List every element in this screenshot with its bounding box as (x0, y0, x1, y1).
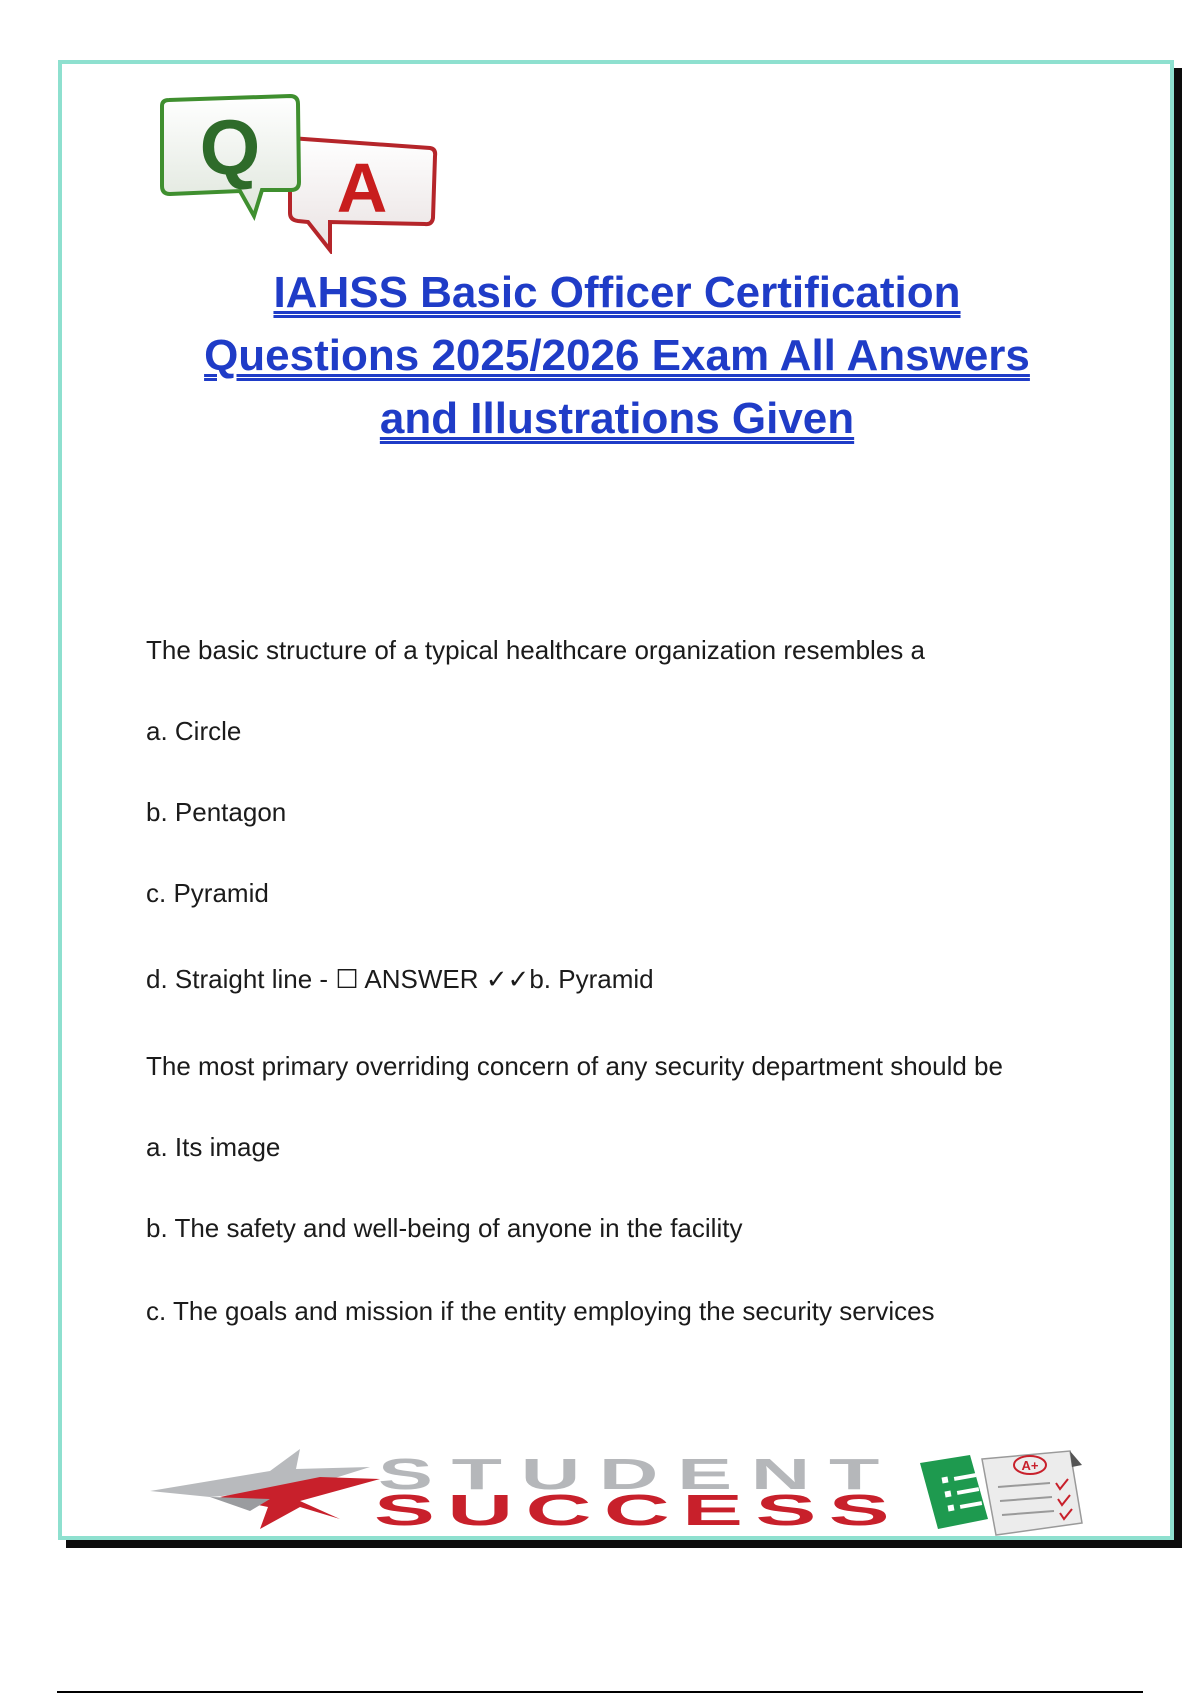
question-1-option-c: c. Pyramid (146, 878, 269, 908)
question-1-text: The basic structure of a typical healthcare organization resembles a (146, 635, 925, 665)
student-success-logo (150, 1449, 1090, 1539)
question-1-option-a: a. Circle (146, 716, 242, 746)
question-1-option-b: b. Pentagon (146, 797, 287, 827)
grade-badge: A+ (1021, 1458, 1039, 1473)
question-2-option-b: b. The safety and well-being of anyone in the facility (146, 1213, 743, 1243)
page-title[interactable] (122, 261, 1112, 450)
answer-bubble-icon (290, 138, 435, 250)
question-letter: Q (199, 103, 261, 191)
question-bubble-icon (162, 96, 299, 216)
footer-brand-line-1: STUDENT (378, 1450, 898, 1499)
footer-brand-line-2: SUCCESS (374, 1486, 902, 1535)
qa-logo (150, 94, 440, 254)
title-line-3[interactable]: and Illustrations Given (379, 394, 855, 443)
title-line-1[interactable]: IAHSS Basic Officer Certification (273, 268, 961, 317)
answer-letter: A (336, 149, 388, 227)
spreadsheet-icon (920, 1455, 988, 1529)
star-swoosh-icon (150, 1449, 380, 1529)
page-bottom-rule (57, 1691, 1143, 1693)
question-1-option-d-answer: d. Straight line - ☐ ANSWER ✓✓b. Pyramid (146, 964, 654, 994)
question-2-text: The most primary overriding concern of any security department should be (146, 1051, 1003, 1081)
page-frame (58, 60, 1174, 1540)
graded-paper-icon (982, 1451, 1082, 1535)
question-2-option-c: c. The goals and mission if the entity employing the security services (146, 1296, 935, 1326)
question-2-option-a: a. Its image (146, 1132, 281, 1162)
title-line-2[interactable]: Questions 2025/2026 Exam All Answers (204, 331, 1030, 380)
